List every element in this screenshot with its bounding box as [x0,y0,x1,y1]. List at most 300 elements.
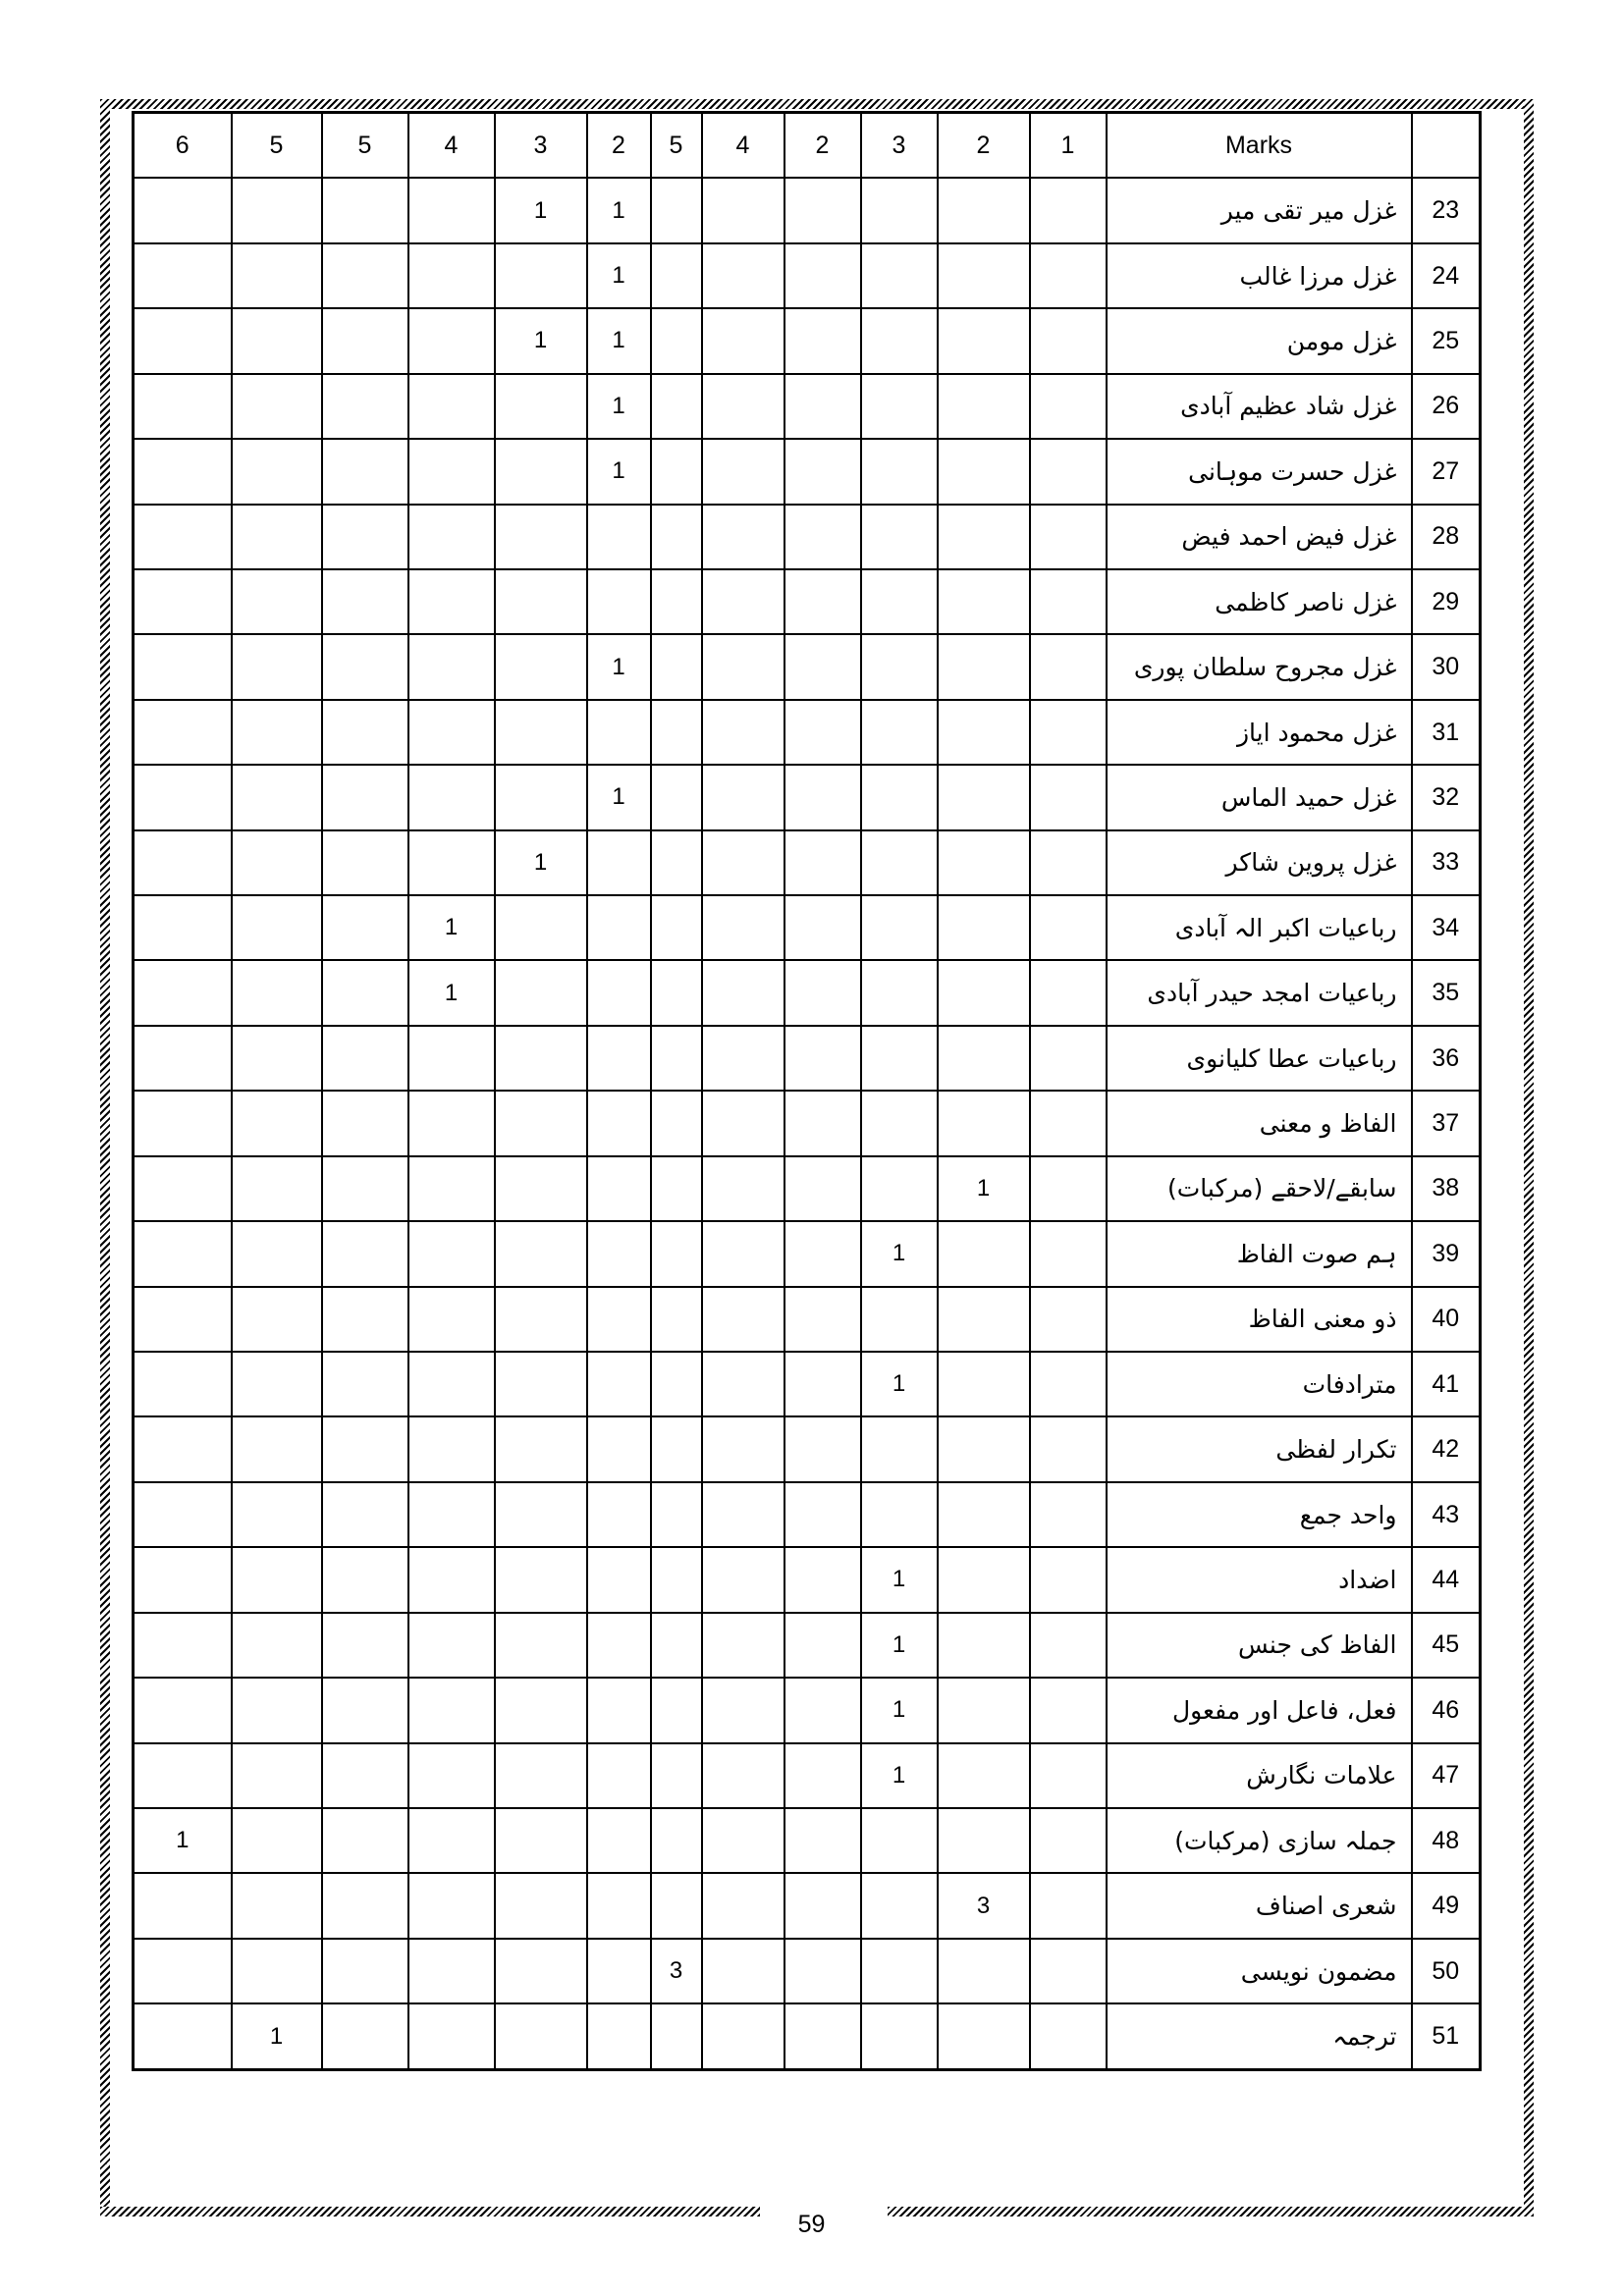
mark-cell [322,765,408,829]
row-number: 50 [1412,1939,1481,2003]
mark-cell [322,569,408,634]
mark-cell [651,1352,702,1416]
mark-cell [651,1482,702,1547]
header-mark-cell: 5 [651,113,702,179]
topic-title: ذو معنی الفاظ [1107,1287,1412,1352]
mark-cell [784,765,861,829]
mark-cell [702,374,784,439]
mark-cell [134,439,232,504]
mark-cell: 1 [134,1808,232,1873]
mark-cell [784,1156,861,1221]
mark-cell [702,308,784,373]
mark-cell [702,1416,784,1481]
mark-cell [861,1026,938,1091]
mark-cell [587,1743,651,1808]
mark-cell [702,700,784,765]
mark-cell [232,765,322,829]
mark-cell [495,1743,587,1808]
mark-cell [1030,1743,1107,1808]
mark-cell [322,505,408,569]
mark-cell [495,1808,587,1873]
mark-cell [322,1613,408,1678]
mark-cell [702,1547,784,1612]
mark-cell [587,1808,651,1873]
table-row [134,374,1481,439]
mark-cell [322,1873,408,1938]
row-number: 39 [1412,1221,1481,1286]
table-row [134,830,1481,895]
mark-cell [232,1808,322,1873]
topic-title: رباعیات اکبر الہ آبادی [1107,895,1412,960]
mark-cell: 1 [495,178,587,242]
row-number: 49 [1412,1873,1481,1938]
mark-cell [495,765,587,829]
mark-cell [651,439,702,504]
mark-cell [938,830,1030,895]
mark-cell [651,243,702,308]
mark-cell: 1 [861,1613,938,1678]
topic-title: سابقے/لاحقے (مرکبات) [1107,1156,1412,1221]
topic-title: غزل محمود ایاز [1107,700,1412,765]
mark-cell: 3 [651,1939,702,2003]
mark-cell [702,2003,784,2069]
mark-cell [408,2003,495,2069]
mark-cell [1030,960,1107,1025]
mark-cell [495,1091,587,1155]
mark-cell [408,1808,495,1873]
mark-cell [495,439,587,504]
mark-cell [232,374,322,439]
mark-cell [651,1287,702,1352]
mark-cell [1030,178,1107,242]
row-number: 36 [1412,1026,1481,1091]
mark-cell [861,569,938,634]
mark-cell [134,1939,232,2003]
mark-cell: 1 [495,830,587,895]
mark-cell [408,1091,495,1155]
mark-cell [702,569,784,634]
mark-cell [784,569,861,634]
mark-cell [495,1221,587,1286]
mark-cell [322,243,408,308]
mark-cell [134,1287,232,1352]
mark-cell [702,1939,784,2003]
mark-cell [938,765,1030,829]
mark-cell [1030,1873,1107,1938]
mark-cell [861,1156,938,1221]
mark-cell [651,1547,702,1612]
mark-cell [784,374,861,439]
mark-cell [495,1482,587,1547]
mark-cell [322,1221,408,1286]
mark-cell [938,374,1030,439]
mark-cell [134,505,232,569]
mark-cell [134,178,232,242]
topic-title: مترادفات [1107,1352,1412,1416]
mark-cell [408,765,495,829]
table-row [134,1743,1481,1808]
header-mark-cell: 2 [587,113,651,179]
mark-cell [651,1026,702,1091]
mark-cell [134,830,232,895]
mark-cell [651,1678,702,1742]
mark-cell [1030,1678,1107,1742]
mark-cell [587,2003,651,2069]
mark-cell [495,1287,587,1352]
mark-cell [134,765,232,829]
mark-cell [784,1091,861,1155]
mark-cell [408,634,495,699]
table-row [134,1613,1481,1678]
mark-cell [702,765,784,829]
mark-cell [1030,439,1107,504]
mark-cell [651,765,702,829]
row-number: 26 [1412,374,1481,439]
mark-cell [134,1678,232,1742]
mark-cell [861,1808,938,1873]
mark-cell [784,1743,861,1808]
mark-cell [784,1808,861,1873]
mark-cell [232,1026,322,1091]
mark-cell [232,1482,322,1547]
mark-cell [784,895,861,960]
mark-cell [134,374,232,439]
mark-cell [495,634,587,699]
mark-cell [938,700,1030,765]
table-row [134,960,1481,1025]
row-number: 23 [1412,178,1481,242]
mark-cell [322,1743,408,1808]
mark-cell [587,1091,651,1155]
mark-cell [232,1352,322,1416]
mark-cell [1030,569,1107,634]
mark-cell [861,1287,938,1352]
mark-cell [495,374,587,439]
table-row [134,1156,1481,1221]
mark-cell [651,178,702,242]
mark-cell [784,1352,861,1416]
mark-cell [1030,1808,1107,1873]
header-mark-cell: 3 [861,113,938,179]
mark-cell [938,243,1030,308]
mark-cell [134,1026,232,1091]
mark-cell [495,960,587,1025]
mark-cell [232,1416,322,1481]
mark-cell [702,1287,784,1352]
topic-title: غزل مرزا غالب [1107,243,1412,308]
mark-cell [651,634,702,699]
mark-cell [232,960,322,1025]
row-number: 44 [1412,1547,1481,1612]
mark-cell [702,1873,784,1938]
mark-cell: 1 [587,634,651,699]
mark-cell [232,895,322,960]
mark-cell [651,1873,702,1938]
mark-cell [702,1613,784,1678]
topic-title: ہم صوت الفاظ [1107,1221,1412,1286]
topic-title: جملہ سازی (مرکبات) [1107,1808,1412,1873]
mark-cell [408,1547,495,1612]
mark-cell [861,308,938,373]
mark-cell [134,1352,232,1416]
row-number: 25 [1412,308,1481,373]
mark-cell [587,1287,651,1352]
mark-cell [784,308,861,373]
mark-cell [495,1416,587,1481]
mark-cell [587,1939,651,2003]
mark-cell [784,2003,861,2069]
row-number: 46 [1412,1678,1481,1742]
mark-cell [587,1352,651,1416]
mark-cell [938,178,1030,242]
table-header-row [134,113,1481,179]
mark-cell [134,700,232,765]
mark-cell [322,895,408,960]
mark-cell [495,1352,587,1416]
table-row [134,1482,1481,1547]
mark-cell [651,960,702,1025]
page-number: 59 [797,2211,826,2238]
mark-cell [938,308,1030,373]
mark-cell [651,569,702,634]
mark-cell [1030,308,1107,373]
row-number: 29 [1412,569,1481,634]
mark-cell [322,2003,408,2069]
mark-cell [861,830,938,895]
mark-cell [322,178,408,242]
mark-cell: 1 [861,1221,938,1286]
topic-title: غزل شاد عظیم آبادی [1107,374,1412,439]
mark-cell [322,1808,408,1873]
mark-cell [587,1416,651,1481]
topic-title: غزل فیض احمد فیض [1107,505,1412,569]
mark-cell [134,1416,232,1481]
mark-cell [784,634,861,699]
topic-title: واحد جمع [1107,1482,1412,1547]
mark-cell [784,1873,861,1938]
topic-title: الفاظ و معنی [1107,1091,1412,1155]
mark-cell [1030,634,1107,699]
mark-cell [702,243,784,308]
mark-cell: 1 [408,960,495,1025]
mark-cell [702,178,784,242]
header-mark-cell: 2 [784,113,861,179]
topic-title: غزل حمید الماس [1107,765,1412,829]
mark-cell [784,178,861,242]
mark-cell [408,1873,495,1938]
mark-cell [495,1547,587,1612]
mark-cell [587,1221,651,1286]
mark-cell [322,1482,408,1547]
mark-cell [784,960,861,1025]
mark-cell [938,1287,1030,1352]
mark-cell [651,830,702,895]
mark-cell [322,374,408,439]
table-row [134,1678,1481,1742]
topic-title: فعل، فاعل اور مفعول [1107,1678,1412,1742]
mark-cell [408,1026,495,1091]
mark-cell [408,178,495,242]
mark-cell [232,308,322,373]
mark-cell [232,439,322,504]
mark-cell [408,439,495,504]
mark-cell [938,1743,1030,1808]
table-row [134,1939,1481,2003]
mark-cell [322,1091,408,1155]
row-number: 47 [1412,1743,1481,1808]
mark-cell [408,1352,495,1416]
row-number: 33 [1412,830,1481,895]
mark-cell [1030,1352,1107,1416]
mark-cell [938,2003,1030,2069]
header-mark-cell: 5 [232,113,322,179]
mark-cell [322,1547,408,1612]
mark-cell [938,1678,1030,1742]
header-mark-cell: 3 [495,113,587,179]
mark-cell [1030,1547,1107,1612]
mark-cell [702,1678,784,1742]
row-number: 35 [1412,960,1481,1025]
mark-cell [134,1873,232,1938]
mark-cell [938,1547,1030,1612]
mark-cell [1030,1156,1107,1221]
mark-cell [702,439,784,504]
row-number: 48 [1412,1808,1481,1873]
row-number: 51 [1412,2003,1481,2069]
mark-cell [702,830,784,895]
topic-title: غزل ناصر کاظمی [1107,569,1412,634]
mark-cell: 3 [938,1873,1030,1938]
header-mark-cell: 4 [408,113,495,179]
mark-cell [861,895,938,960]
mark-cell [938,1091,1030,1155]
mark-cell [938,1352,1030,1416]
mark-cell [938,439,1030,504]
mark-cell [408,505,495,569]
mark-cell [232,1156,322,1221]
table-row [134,1352,1481,1416]
mark-cell [495,569,587,634]
mark-cell [232,1678,322,1742]
topic-title: رباعیات امجد حیدر آبادی [1107,960,1412,1025]
mark-cell [587,569,651,634]
mark-cell [322,1026,408,1091]
mark-cell [1030,243,1107,308]
table-row [134,1221,1481,1286]
table-row [134,700,1481,765]
row-number: 31 [1412,700,1481,765]
topic-title: غزل مومن [1107,308,1412,373]
mark-cell [495,1613,587,1678]
mark-cell [938,1808,1030,1873]
mark-cell [322,830,408,895]
header-mark-cell: 5 [322,113,408,179]
mark-cell: 1 [861,1547,938,1612]
mark-cell [938,1221,1030,1286]
mark-cell [651,1743,702,1808]
mark-cell: 1 [587,374,651,439]
mark-cell [587,1873,651,1938]
mark-cell [232,634,322,699]
mark-cell [784,1678,861,1742]
mark-cell [587,1156,651,1221]
mark-cell [861,505,938,569]
mark-cell [702,1352,784,1416]
mark-cell [322,1156,408,1221]
topic-title: غزل پروین شاکر [1107,830,1412,895]
table-row [134,765,1481,829]
mark-cell [322,1287,408,1352]
mark-cell [495,1026,587,1091]
mark-cell [702,1156,784,1221]
mark-cell [651,505,702,569]
topic-title: الفاظ کی جنس [1107,1613,1412,1678]
mark-cell: 1 [232,2003,322,2069]
row-number: 37 [1412,1091,1481,1155]
mark-cell: 1 [861,1352,938,1416]
mark-cell [587,1547,651,1612]
mark-cell [322,1352,408,1416]
topic-title: غزل مجروح سلطان پوری [1107,634,1412,699]
mark-cell [408,243,495,308]
mark-cell [495,505,587,569]
topic-title: مضمون نویسی [1107,1939,1412,2003]
mark-cell [1030,1287,1107,1352]
row-number: 43 [1412,1482,1481,1547]
row-number: 40 [1412,1287,1481,1352]
mark-cell [408,374,495,439]
mark-cell [861,634,938,699]
mark-cell [232,505,322,569]
mark-cell [322,1678,408,1742]
mark-cell [587,1678,651,1742]
mark-cell [784,1221,861,1286]
mark-cell [232,1547,322,1612]
row-number: 30 [1412,634,1481,699]
mark-cell: 1 [861,1743,938,1808]
mark-cell [651,1613,702,1678]
mark-cell [408,1221,495,1286]
mark-cell [861,765,938,829]
mark-cell [651,1091,702,1155]
row-number: 32 [1412,765,1481,829]
mark-cell [784,1547,861,1612]
mark-cell [651,1156,702,1221]
mark-cell [702,1026,784,1091]
marks-table [132,111,1482,2071]
mark-cell [232,1091,322,1155]
mark-cell [408,308,495,373]
table-row [134,505,1481,569]
mark-cell [134,308,232,373]
mark-cell [495,243,587,308]
table-row [134,1287,1481,1352]
mark-cell [938,895,1030,960]
topic-title: اضداد [1107,1547,1412,1612]
mark-cell [587,700,651,765]
mark-cell [861,1873,938,1938]
topic-title: غزل میر تقی میر [1107,178,1412,242]
table-row [134,178,1481,242]
mark-cell [702,505,784,569]
mark-cell [702,895,784,960]
table-row [134,308,1481,373]
mark-cell [232,1873,322,1938]
mark-cell [322,700,408,765]
mark-cell [938,1939,1030,2003]
mark-cell [134,569,232,634]
mark-cell [938,505,1030,569]
